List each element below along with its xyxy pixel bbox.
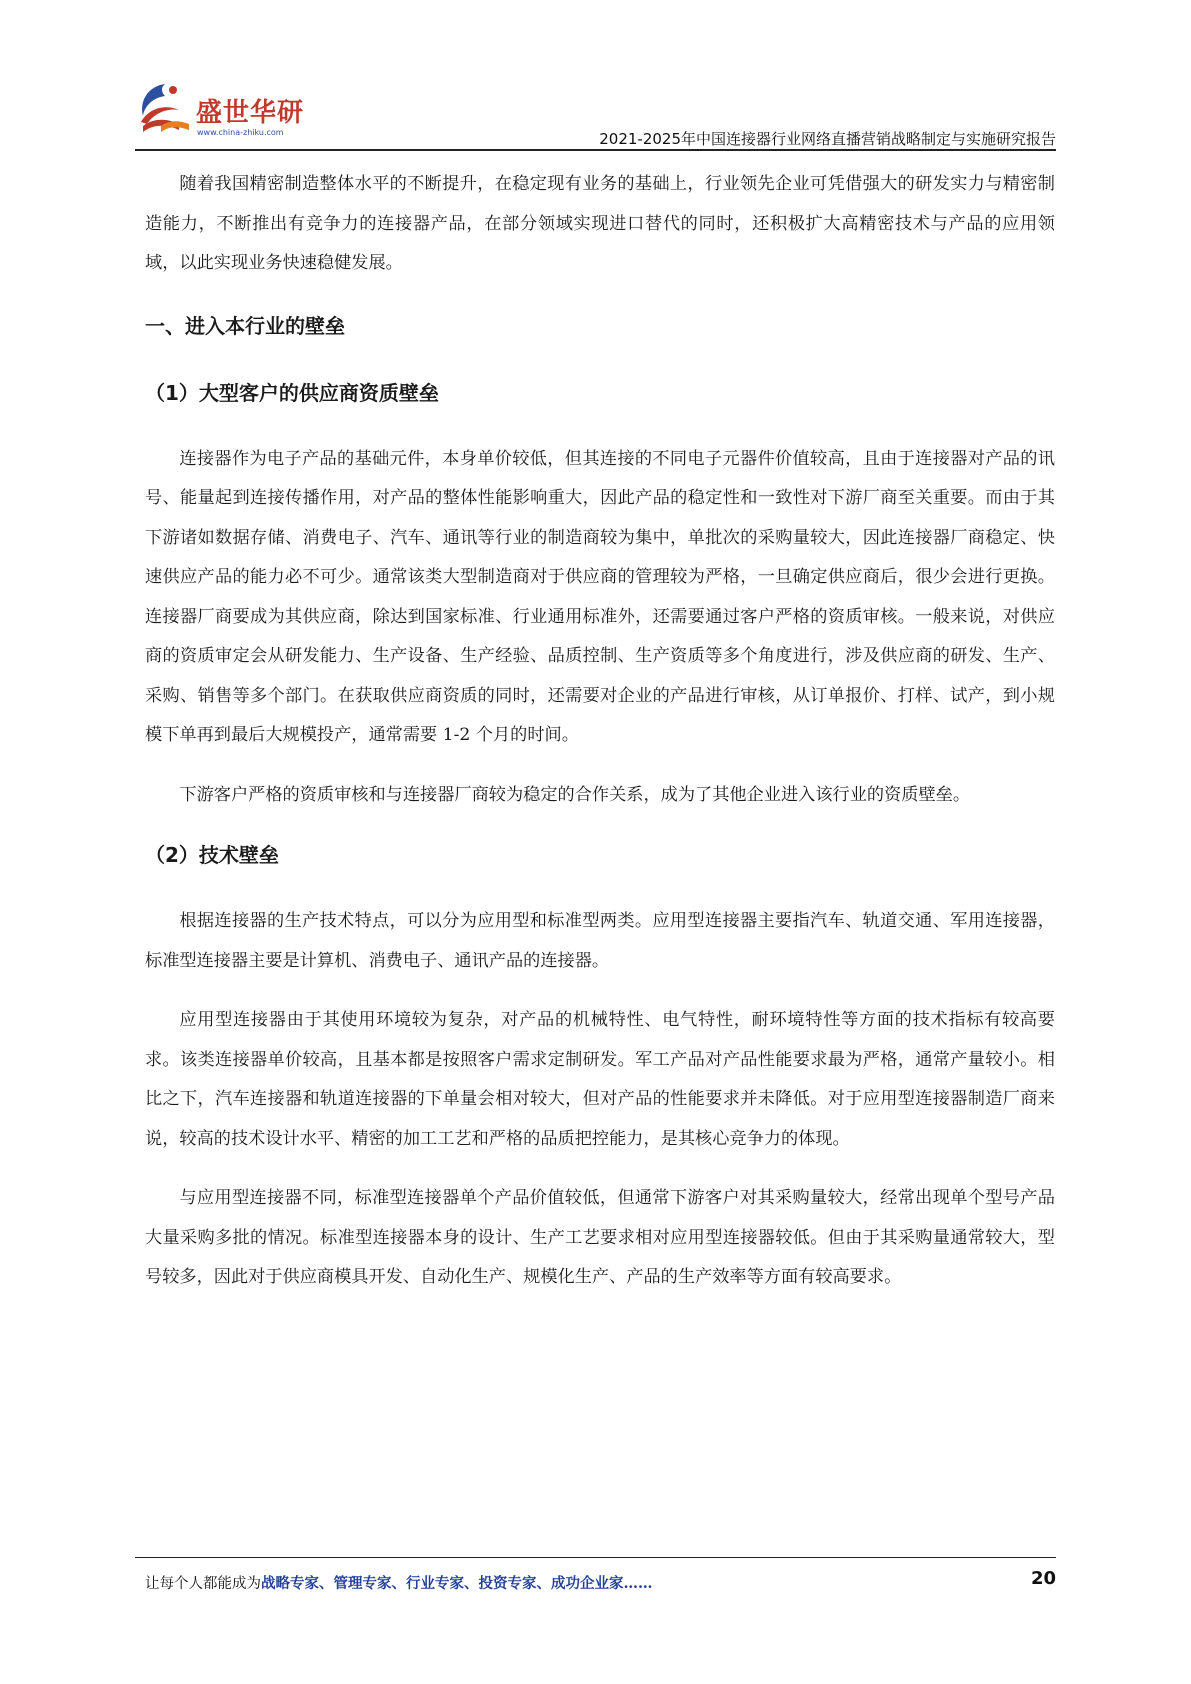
page-number: 20 — [1030, 1568, 1056, 1589]
document-body — [145, 165, 1055, 1298]
subsection-heading-technology: （2）技术壁垒 — [145, 843, 279, 867]
body-paragraph: 下游客户严格的资质审核和与连接器厂商较为稳定的合作关系，成为了其他企业进入该行业的资质壁垒。 — [179, 784, 971, 805]
footer-slogan — [145, 1572, 653, 1593]
page-header — [135, 78, 1056, 148]
subsection-heading-qualification: （1）大型客户的供应商资质壁垒 — [145, 380, 439, 405]
body-paragraph: 根据连接器的生产技术特点，可以分为应用型和标准型两类。应用型连接器主要指汽车、轨道交通、军用连接器，标准型连接器主要是计算机、消费电子、通讯产品的连接器。 — [145, 911, 1055, 971]
header-divider — [135, 149, 1056, 151]
company-logo — [135, 78, 305, 144]
intro-paragraph: 随着我国精密制造整体水平的不断提升，在稳定现有业务的基础上，行业领先企业可凭借强大的研发实力与精密制造能力，不断推出有竞争力的连接器产品，在部分领域实现进口替代的同时，还积极扩大高精密技术与产品的应用领域，以此实现业务快速稳健发展。 — [145, 174, 1055, 273]
body-paragraph: 应用型连接器由于其使用环境较为复杂，对产品的机械特性、电气特性，耐环境特性等方面的技术指标有较高要求。该类连接器单价较高，且基本都是按照客户需求定制研发。军工产品对产品性能要求最为严格，通常产量较小。相比之下，汽车连接器和轨道连接器的下单量会相对较大，但对产品的性能要求并未降低。对于应用型连接器制造厂商来说，较高的技术设计水平、精密的加工工艺和严格的品质把控能力，是其核心竞争力的体现。 — [145, 1010, 1055, 1149]
logo-emblem-icon — [135, 78, 195, 140]
slogan-lead: 让每个人都能成为 — [145, 1576, 261, 1592]
logo-url: www.china-zhiku.com — [197, 128, 284, 137]
section-heading: 一、进入本行业的壁垒 — [145, 313, 345, 338]
body-paragraph: 与应用型连接器不同，标准型连接器单个产品价值较低，但通常下游客户对其采购量较大，经常出现单个型号产品大量采购多批的情况。标准型连接器本身的设计、生产工艺要求相对应用型连接器较低。但由于其采购量通常较大，型号较多，因此对于供应商模具开发、自动化生产、规模化生产、产品的生产效率等方面有较高要求。 — [145, 1188, 1055, 1287]
report-title: 2021-2025年中国连接器行业网络直播营销战略制定与实施研究报告 — [599, 130, 1056, 148]
slogan-roles: 战略专家、管理专家、行业专家、投资专家、成功企业家…… — [261, 1575, 653, 1592]
body-paragraph: 连接器作为电子产品的基础元件，本身单价较低，但其连接的不同电子元器件价值较高，且由于连接器对产品的讯号、能量起到连接传播作用，对产品的整体性能影响重大，因此产品的稳定性和一致性对下游厂商至关重要。而由于其下游诸如数据存储、消费电子、汽车、通讯等行业的制造商较为集中，单批次的采购量较大，因此连接器厂商稳定、快速供应产品的能力必不可少。通常该类大型制造商对于供应商的管理较为严格，一旦确定供应商后，很少会进行更换。连接器厂商要成为其供应商，除达到国家标准、行业通用标准外，还需要通过客户严格的资质审核。一般来说，对供应商的资质审定会从研发能力、生产设备、生产经验、品质控制、生产资质等多个角度进行，涉及供应商的研发、生产、采购、销售等多个部门。在获取供应商资质的同时，还需要对企业的产品进行审核，从订单报价、打样、试产，到小规模下单再到最后大规模投产，通常需要 1-2 个月的时间。 — [145, 448, 1055, 745]
logo-wordmark: 盛世华研 — [196, 98, 305, 128]
footer-divider — [135, 1557, 1056, 1558]
